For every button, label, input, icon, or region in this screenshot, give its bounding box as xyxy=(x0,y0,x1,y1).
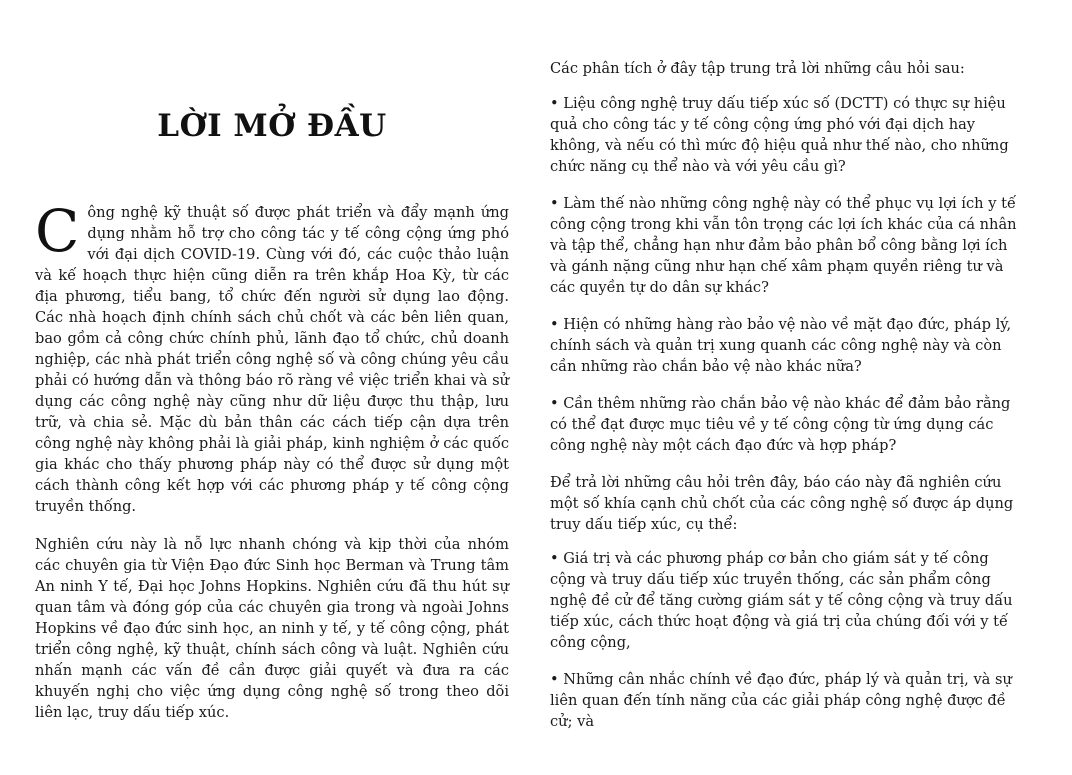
drop-cap: C xyxy=(35,197,80,265)
aspect-item: • Những cân nhắc chính về đạo đức, pháp lý và quản trị, và sự liên quan đến tính năng của các giải pháp công nghệ được đề cử; và xyxy=(550,671,1012,730)
questions-list xyxy=(550,93,1022,472)
page-title: LỜI MỞ ĐẦU xyxy=(157,108,387,144)
aspects-list xyxy=(550,548,1022,748)
question-item: • Cần thêm những rào chắn bảo vệ nào khác để đảm bảo rằng có thể đạt được mục tiêu về y tế công cộng từ ứng dụng các công nghệ này một cách đạo đức và hợp pháp? xyxy=(550,395,1011,454)
questions-intro: Các phân tích ở đây tập trung trả lời những câu hỏi sau: xyxy=(550,60,965,77)
question-item: • Liệu công nghệ truy dấu tiếp xúc số (DCTT) có thực sự hiệu quả cho công tác y tế công cộng ứng phó với đại dịch hay không, và nếu có thì mức độ hiệu quả như thế nào, cho những chức năng cụ thể nào và với yêu cầu gì? xyxy=(550,95,1009,175)
question-item: • Làm thế nào những công nghệ này có thể phục vụ lợi ích y tế công cộng trong khi vẫn tôn trọng các lợi ích khác của cá nhân và tập thể, chẳng hạn như đảm bảo phân bổ công bằng lợi ích và gánh nặng cũng như hạn chế xâm phạm quyền riêng tư và các quyền tự do dân sự khác? xyxy=(550,195,1017,296)
research-paragraph: Nghiên cứu này là nỗ lực nhanh chóng và kịp thời của nhóm các chuyên gia từ Viện Đạo đức Sinh học Berman và Trung tâm An ninh Y tế, Đại học Johns Hopkins. Nghiên cứu đã thu hút sự quan tâm và đóng góp của các chuyên gia trong và ngoài Johns Hopkins về đạo đức sinh học, an ninh y tế, y tế công cộng, phát triển công nghệ, kỹ thuật, chính sách công và luật. Nghiên cứu nhấn mạnh các vấn đề cần được giải quyết và đưa ra các khuyến nghị cho việc ứng dụng công nghệ số trong theo dõi liên lạc, truy dấu tiếp xúc. xyxy=(35,536,509,721)
intro-paragraph xyxy=(35,197,509,517)
aspect-item: • Giá trị và các phương pháp cơ bản cho giám sát y tế công cộng và truy dấu tiếp xúc truyền thống, các sản phẩm công nghệ đề cử để tăng cường giám sát y tế công cộng và truy dấu tiếp xúc, cách thức hoạt động và giá trị của chúng đối với y tế công cộng, xyxy=(550,550,1013,651)
aspects-intro: Để trả lời những câu hỏi trên đây, báo cáo này đã nghiên cứu một số khía cạnh chủ chốt của các công nghệ số được áp dụng truy dấu tiếp xúc, cụ thể: xyxy=(550,474,1014,533)
intro-paragraph-text: ông nghệ kỹ thuật số được phát triển và đẩy mạnh ứng dụng nhằm hỗ trợ cho công tác y tế công cộng ứng phó với đại dịch COVID-19. Cùng với đó, các cuộc thảo luận và kế hoạch thực hiện cũng diễn ra trên khắp Hoa Kỳ, từ các địa phương, tiểu bang, tổ chức đến người sử dụng lao động. Các nhà hoạch định chính sách chủ chốt và các bên liên quan, bao gồm cả công chức chính phủ, lãnh đạo tổ chức, chủ doanh nghiệp, các nhà phát triển công nghệ số và công chúng yêu cầu phải có hướng dẫn và thông báo rõ ràng về việc triển khai và sử dụng các công nghệ này cũng như dữ liệu được thu thập, lưu trữ, và chia sẻ. Mặc dù bản thân các cách tiếp cận dựa trên công nghệ này không phải là giải pháp, kinh nghiệm ở các quốc gia khác cho thấy phương pháp này có thể được sử dụng một cách thành công kết hợp với các phương pháp y tế công cộng truyền thống. xyxy=(35,204,509,515)
question-item: • Hiện có những hàng rào bảo vệ nào về mặt đạo đức, pháp lý, chính sách và quản trị xung quanh các công nghệ này và còn cần những rào chắn bảo vệ nào khác nữa? xyxy=(550,316,1012,375)
